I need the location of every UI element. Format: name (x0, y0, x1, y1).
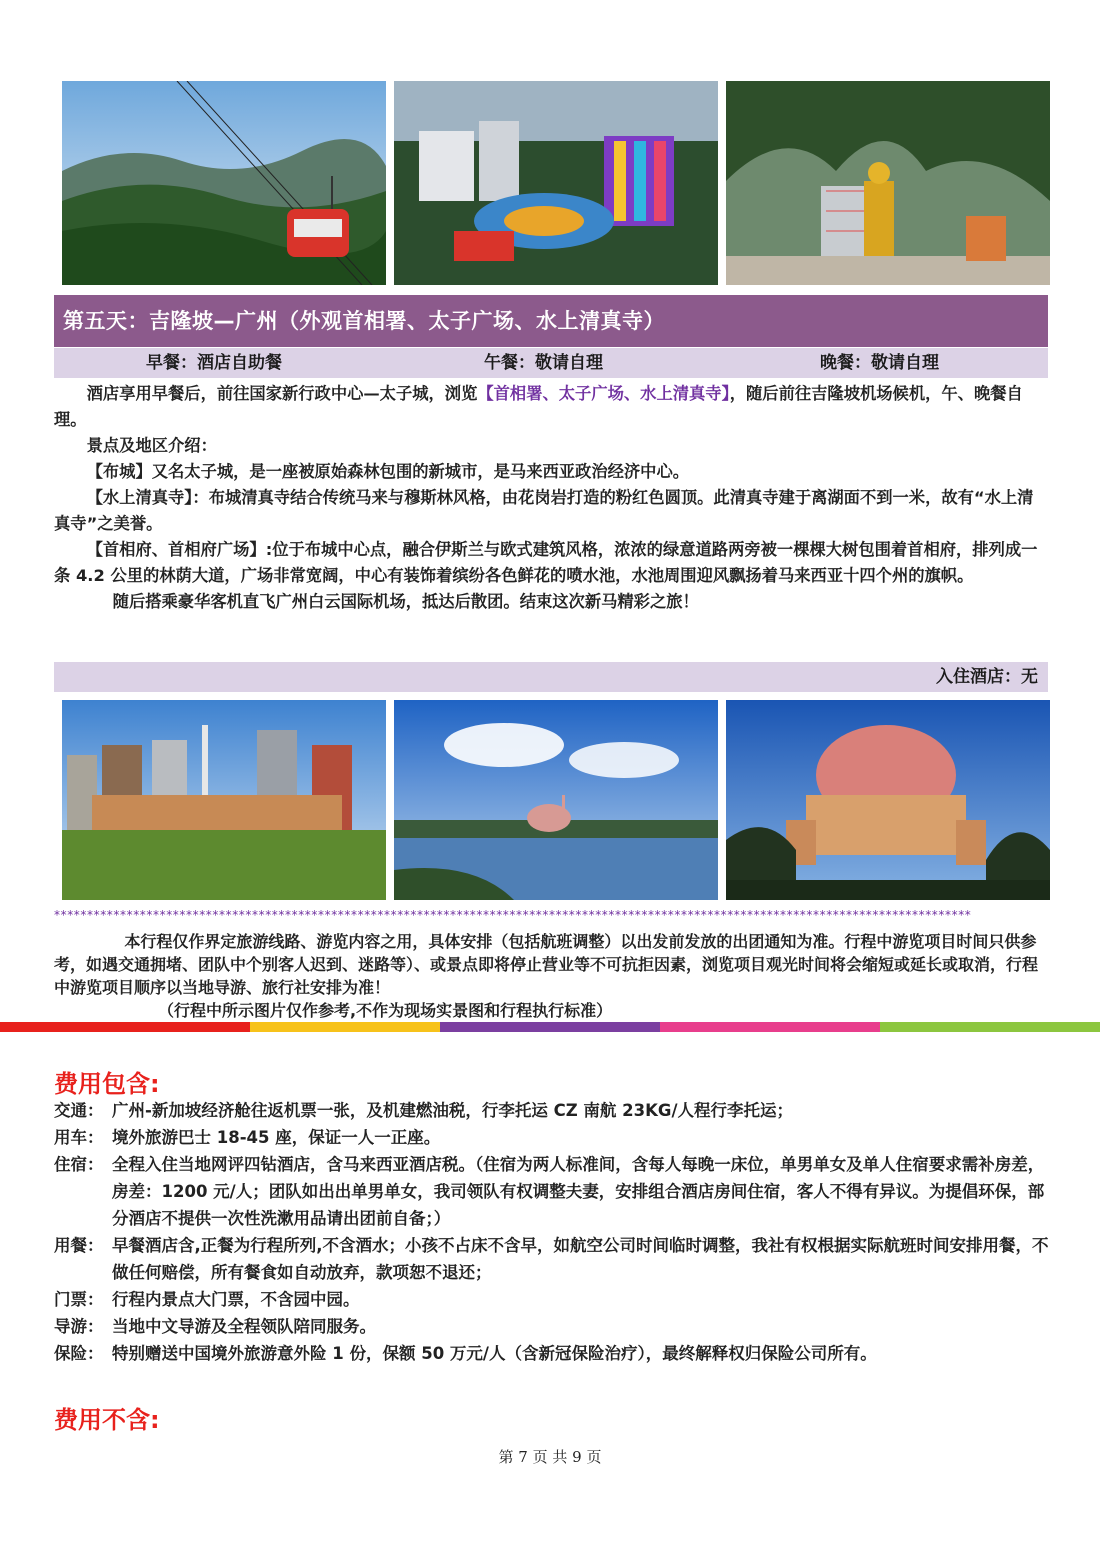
fee-insurance: 保险： 特别赠送中国境外旅游意外险 1 份，保额 50 万元/人（含新冠保险治疗），最终解释权归保险公司所有。 (54, 1344, 877, 1363)
meals-bar (54, 348, 1048, 378)
fee-meals: 用餐： 早餐酒店含,正餐为行程所列,不含酒水；小孩不占床不含早，如航空公司时间临时调整，我社有权根据实际航班时间安排用餐，不做任何赔偿，所有餐食如自动放弃，款项恕不退还； (54, 1236, 1049, 1282)
intro-paragraph: 酒店享用早餐后，前往国家新行政中心—太子城，浏览【首相署、太子广场、水上清真寺】，随后前往吉隆坡机场候机，午、晚餐自理。 (54, 384, 1023, 429)
fees-included-heading: 费用包含: (54, 1070, 160, 1098)
putrajaya-lake-photo (394, 700, 718, 900)
page-number: 第 7 页 共 9 页 (498, 1448, 602, 1466)
fee-accommodation: 住宿： 全程入住当地网评四钻酒店，含马来西亚酒店税。（住宿为两人标准间，含每人每晚一床位，单男单女及单人住宿要求需补房差，房差：1200 元/人；团队如出出单男单女，我司领队有权调整夫妻，安排组合酒店房间住宿，客人不得有异议。为提倡环保，部分酒店不提供一次性洗漱用品请出团前自备；） (54, 1155, 1045, 1228)
photo-note: （行程中所示图片仅作参考,不作为现场实景图和行程执行标准） (158, 1001, 613, 1020)
batu-caves-photo (726, 81, 1050, 285)
fee-bus: 用车： 境外旅游巴士 18-45 座，保证一人一正座。 (54, 1128, 441, 1147)
bottom-photo-row (62, 700, 1050, 900)
spot-pm-office: 【首相府、首相府广场】:位于布城中心点，融合伊斯兰与欧式建筑风格，浓浓的绿意道路两旁被一棵棵大树包围着首相府，排列成一条 4.2 公里的林荫大道，广场非常宽阔，中心有装饰着缤纷各色鲜花的喷水池，水池周围迎风飘扬着马来西亚十四个州的旗帜。 (54, 540, 1038, 585)
fees-excluded-heading: 费用不含: (54, 1406, 160, 1434)
dinner-info: 晚餐：敬请自理 (820, 353, 939, 373)
cable-car-photo (62, 81, 386, 285)
lunch-info: 午餐：敬请自理 (484, 353, 603, 373)
genting-highlands-photo (394, 81, 718, 285)
spots-heading: 景点及地区介绍： (86, 436, 217, 455)
top-photo-row (62, 81, 1050, 285)
spot-floating-mosque: 【水上清真寺】：布城清真寺结合传统马来与穆斯林风格，由花岗岩打造的粉红色圆顶。此清真寺建于离湖面不到一米，故有“水上清真寺”之美誉。 (54, 488, 1034, 533)
itinerary-text (54, 381, 1048, 615)
disclaimer (54, 930, 1048, 1022)
fee-tickets: 门票： 行程内景点大门票，不含园中园。 (54, 1290, 360, 1309)
highlight-attractions: 【首相署、太子广场、水上清真寺】 (477, 384, 730, 403)
color-divider (0, 1022, 1100, 1032)
fee-transport: 交通： 广州-新加坡经济舱往返机票一张，及机建燃油税，行李托运 CZ 南航 23KG/人程行李托运； (54, 1101, 793, 1120)
fees-included-list (54, 1097, 1054, 1367)
hotel-bar: 入住酒店：无 (54, 662, 1048, 692)
breakfast-info: 早餐：酒店自助餐 (146, 353, 282, 373)
separator-line: ******************************************************************************************************************************************* (54, 908, 972, 922)
day-title-banner: 第五天：吉隆坡—广州（外观首相署、太子广场、水上清真寺） (54, 295, 1048, 347)
fee-guide: 导游： 当地中文导游及全程领队陪同服务。 (54, 1317, 376, 1336)
disclaimer-text: 本行程仅作界定旅游线路、游览内容之用，具体安排（包括航班调整）以出发前发放的出团通知为准。行程中游览项目时间只供参考，如遇交通拥堵、团队中个别客人迟到、迷路等）、或景点即将停止营业等不可抗拒因素，浏览项目观光时间将会缩短或延长或取消，行程中游览项目顺序以当地导游、旅行社安排为准！ (54, 932, 1039, 997)
spot-putrajaya: 【布城】又名太子城，是一座被原始森林包围的新城市，是马来西亚政治经济中心。 (86, 462, 690, 481)
flight-paragraph: 随后搭乘豪华客机直飞广州白云国际机场，抵达后散团。结束这次新马精彩之旅！ (112, 592, 699, 611)
putra-mosque-photo (726, 700, 1050, 900)
merdeka-square-photo (62, 700, 386, 900)
